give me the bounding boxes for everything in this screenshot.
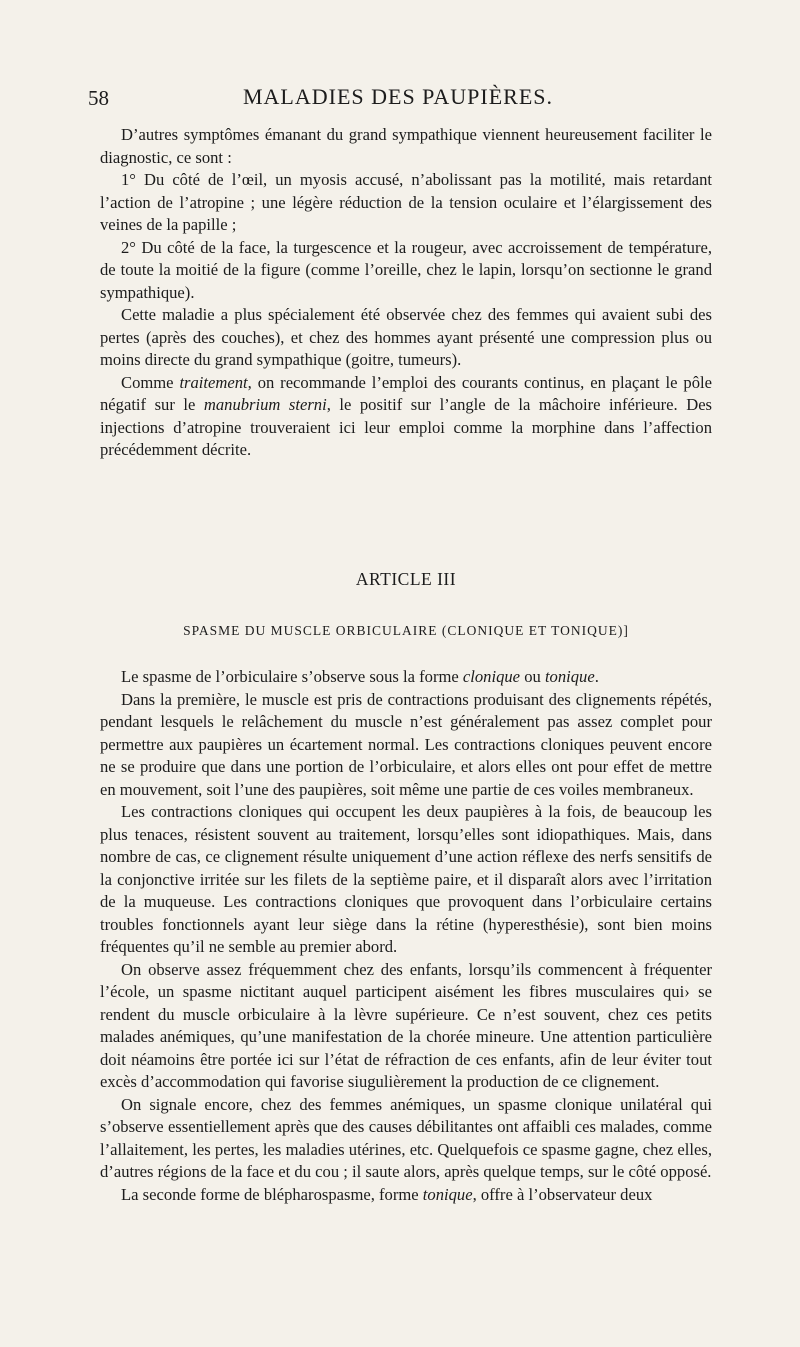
emphasis: manubrium sterni: [203, 395, 327, 414]
section-two: [100, 666, 712, 1206]
paragraph: 2° Du côté de la face, la turgescence et la rougeur, avec accroissement de température, de toute la moitié de la figure (comme l’oreille, chez le lapin, lorsqu’on sectionne le grand sympathique).: [100, 237, 712, 302]
emphasis: tonique: [422, 1184, 473, 1204]
paragraph: Les contractions cloniques qui occupent les deux paupières à la fois, de beaucoup les plus tenaces, résistent souvent au traitement, lorsqu’elles sont idiopathiques. Mais, dans nombre de cas, ce clignement résulte uniquement d’une action réflexe des nerfs sensitifs de la conjonctive irritée sur les filets de la septième paire, et il disparaît alors avec l’irritation de la muqueuse. Les contractions cloniques que provoquent dans l’orbiculaire certains troubles fonctionnels ayant leur siège dans la rétine (hyperesthésie), sont bien moins fréquentes qu’il ne semble au premier abord.: [100, 802, 712, 956]
section-one: [100, 124, 712, 462]
article-subtitle: SPASME DU MUSCLE ORBICULAIRE (CLONIQUE ET TONIQUE)]: [183, 623, 629, 638]
emphasis: traitement: [179, 372, 248, 392]
emphasis: clonique: [462, 667, 521, 686]
paragraph: Cette maladie a plus spécialement été observée chez des femmes qui avaient subi des pertes (après des couches), et chez des hommes ayant présenté une compression plus ou moins directe du grand sympathique (goitre, tumeurs).: [100, 305, 712, 369]
running-head: MALADIES DES PAUPIÈRES.: [242, 84, 554, 109]
paragraph: On observe assez fréquemment chez des enfants, lorsqu’ils commencent à fréquenter l’école, un spasme nictitant auquel participent aisément les fibres musculaires qui› se rendent du muscle orbiculaire à la lèvre supérieure. Ce n’est souvent, chez ces petits malades anémiques, qu’une manifestation de la chorée mineure. Une attention particulière doit néamoins être portée ici sur l’état de réfraction de ces enfants, afin de leur éviter tout excès d’accommodation qui favorise siugulièrement la production de ce clignement.: [100, 959, 712, 1091]
paragraph: Dans la première, le muscle est pris de contractions produisant des clignements répétés, pendant lesquels le relâchement du muscle n’est généralement pas assez complet pour permettre aux paupières un écartement normal. Les contractions cloniques peuvent encore ne se produire que dans une portion de l’orbiculaire, et alors elles ont pour effet de mettre en mouvement, soit l’une des paupières, soit même une partie de ces voiles membraneux.: [100, 689, 712, 799]
article-title: ARTICLE III: [355, 569, 457, 589]
paragraph: D’autres symptômes émanant du grand sympathique viennent heureusement faciliter le diagnostic, ce sont :: [100, 125, 712, 167]
paragraph: On signale encore, chez des femmes anémiques, un spasme clonique unilatéral qui s’observe essentiellement après que des causes débilitantes ont affaibli ces malades, comme l’allaitement, les pertes, les maladies utérines, etc. Quelquefois ce spasme gagne, chez elles, d’autres régions de la face et du cou ; il saute alors, après quelque temps, sur le côté opposé.: [100, 1094, 712, 1181]
emphasis: tonique: [544, 667, 595, 686]
page-number: 58: [88, 86, 109, 110]
paragraph-last: La seconde forme de blépharospasme, forme tonique, offre à l’observateur deux: [121, 1184, 653, 1204]
paragraph-intro: Le spasme de l’orbiculaire s’observe sous la forme clonique ou tonique.: [121, 667, 599, 686]
page-header: [88, 80, 708, 114]
paragraph: 1° Du côté de l’œil, un myosis accusé, n’abolissant pas la motilité, mais retardant l’action de l’atropine ; une légère réduction de la tension oculaire et l’élargissement des veines de la papille ;: [100, 170, 712, 234]
paragraph-treatment: Comme traitement, on recommande l’emploi des courants continus, en plaçant le pôle négatif sur le manubrium sterni, le positif sur l’angle de la mâchoire inférieure. Des injections d’atropine trouveraient ici leur emploi comme la morphine dans l’affection précédemment décrite.: [100, 372, 713, 459]
